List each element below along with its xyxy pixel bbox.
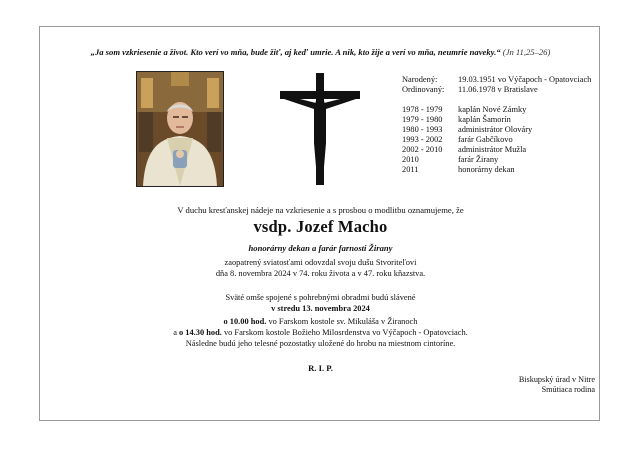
quote-reference: (Jn 11,25–26) — [502, 47, 551, 57]
priest-photo — [136, 71, 224, 187]
mass-second — [40, 328, 601, 337]
signature-line: Smútiaca rodina — [541, 385, 595, 394]
career-item: 1978 - 1979 kaplán Nové Zámky — [402, 105, 527, 114]
deceased-name: vsdp. Jozef Macho — [253, 217, 388, 236]
bible-quote — [40, 47, 601, 57]
obituary-card — [39, 26, 600, 421]
fact-ordained: Ordinovaný: 11.06.1978 v Bratislave — [402, 85, 538, 94]
career-item: 1993 - 2002 farár Gabčíkovo — [402, 135, 513, 144]
priest-portrait-image — [137, 72, 223, 186]
quote-text: „Ja som vzkriesenie a život. Kto verí vo mňa, bude žiť, aj keď umrie. A nik, kto žije a verí vo mňa, neumrie naveky.“ — [90, 47, 501, 57]
signature — [519, 375, 595, 395]
burial-note: Následne budú jeho telesné pozostatky uložené do hrobu na miestnom cintoríne. — [185, 339, 456, 348]
announcement-intro: V duchu kresťanskej nádeje na vzkriesenie a s prosbou o modlitbu oznamujeme, že — [177, 205, 464, 215]
personal-facts — [402, 75, 591, 95]
career-item: 2011 honorárny dekan — [402, 165, 515, 174]
crucifix — [280, 73, 360, 185]
career-item: 1980 - 1993 administrátor Olováry — [402, 125, 533, 134]
mass-intro: Sväté omše spojené s pohrebnými obradmi budú slávené — [225, 293, 416, 302]
crucifix-icon — [280, 73, 360, 185]
mass-second-place: vo Farskom kostole Božieho Milosrdenstva vo Výčapoch - Opatovciach. — [221, 328, 468, 337]
mass-first-place: vo Farskom kostole sv. Mikuláša v Žiranoch — [266, 317, 418, 326]
mass-second-prefix: a — [173, 328, 180, 337]
deceased-role: honorárny dekan a farár farnosti Žirany — [248, 243, 393, 253]
mass-first-time: o 10.00 hod. — [223, 317, 267, 326]
announcement-line-2: dňa 8. novembra 2024 v 74. roku života a v 47. roku kňazstva. — [215, 269, 426, 278]
career-item: 1979 - 1980 kaplán Šamorín — [402, 115, 511, 124]
mass-date: v stredu 13. novembra 2024 — [271, 304, 370, 313]
mass-first — [40, 317, 601, 326]
mass-second-time: o 14.30 hod. — [179, 328, 222, 337]
career-list — [402, 105, 532, 175]
fact-born: Narodený: 19.03.1951 vo Výčapoch - Opatovciach — [402, 75, 592, 84]
announcement-line-1: zaopatrený sviatosťami odovzdal svoju dušu Stvoriteľovi — [224, 258, 417, 267]
signature-line: Biskupský úrad v Nitre — [518, 375, 595, 384]
career-item: 2010 farár Žirany — [402, 155, 499, 164]
rip-text: R. I. P. — [308, 363, 333, 373]
career-item: 2002 - 2010 administrátor Mužla — [402, 145, 527, 154]
